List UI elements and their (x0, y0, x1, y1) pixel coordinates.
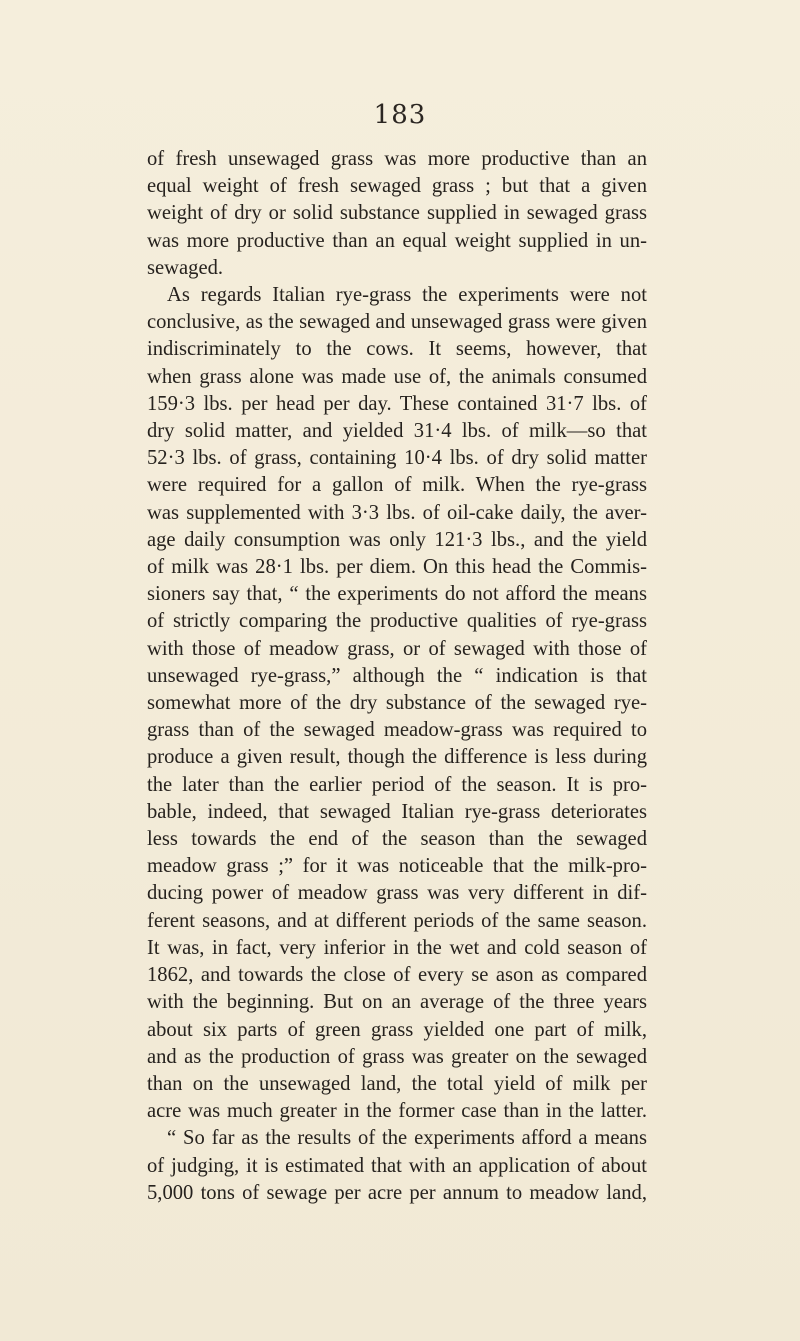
text-line: ducing power of meadow grass was very different in dif- (147, 882, 647, 905)
text-line: 159·3 lbs. per head per day. These contained 31·7 lbs. of (147, 392, 647, 415)
text-line: of strictly comparing the productive qualities of rye-grass (147, 610, 647, 633)
text-line: 5,000 tons of sewage per acre per annum to meadow land, (147, 1181, 647, 1204)
text-line: than on the unsewaged land, the total yield of milk per (147, 1072, 647, 1095)
text-line: were required for a gallon of milk. When the rye-grass (147, 474, 647, 497)
text-line: the later than the earlier period of the season. It is pro- (147, 773, 647, 796)
text-line: of milk was 28·1 lbs. per diem. On this head the Commis- (147, 556, 647, 579)
text-line: when grass alone was made use of, the animals consumed (147, 365, 647, 388)
text-line: was more productive than an equal weight supplied in un- (147, 229, 647, 252)
text-line: 1862, and towards the close of every se ason as compared (147, 964, 647, 987)
text-line: conclusive, as the sewaged and unsewaged grass were given (147, 311, 647, 334)
text-line: meadow grass ;” for it was noticeable that the milk-pro- (147, 855, 647, 878)
text-line: indiscriminately to the cows. It seems, however, that (147, 338, 647, 361)
text-line: sewaged. (147, 256, 224, 279)
text-line: ferent seasons, and at different periods of the same season. (147, 909, 647, 932)
text-line: It was, in fact, very inferior in the wet and cold season of (147, 936, 647, 959)
text-line: produce a given result, though the difference is less during (147, 746, 647, 769)
text-line: with those of meadow grass, or of sewaged with those of (147, 637, 647, 660)
text-line: unsewaged rye-grass,” although the “ indication is that (147, 664, 647, 687)
text-line: weight of dry or solid substance supplied in sewaged grass (147, 202, 647, 225)
text-line: sioners say that, “ the experiments do not afford the means (147, 583, 647, 606)
text-line: of judging, it is estimated that with an application of about (147, 1154, 647, 1177)
text-line: of fresh unsewaged grass was more productive than an (147, 148, 647, 170)
text-line: grass than of the sewaged meadow-grass was required to (147, 719, 647, 742)
text-line: 52·3 lbs. of grass, containing 10·4 lbs. of dry solid matter (147, 447, 647, 470)
text-line: bable, indeed, that sewaged Italian rye-grass deteriorates (147, 800, 647, 823)
text-line: age daily consumption was only 121·3 lbs., and the yield (147, 528, 647, 551)
text-line: with the beginning. But on an average of the three years (147, 991, 647, 1014)
text-line: about six parts of green grass yielded one part of milk, (147, 1018, 647, 1041)
text-line: As regards Italian rye-grass the experiments were not (167, 284, 647, 307)
text-line: “ So far as the results of the experiments afford a means (167, 1127, 647, 1150)
text-line: dry solid matter, and yielded 31·4 lbs. of milk—so that (147, 420, 647, 443)
text-line: equal weight of fresh sewaged grass ; but that a given (147, 175, 647, 198)
text-line: somewhat more of the dry substance of the sewaged rye- (147, 692, 647, 715)
page-number: 183 (373, 100, 427, 130)
text-line: was supplemented with 3·3 lbs. of oil-cake daily, the aver- (147, 501, 647, 524)
text-line: acre was much greater in the former case than in the latter. (147, 1100, 647, 1123)
body-text (147, 146, 647, 1207)
text-line: and as the production of grass was greater on the sewaged (147, 1045, 647, 1068)
text-line: less towards the end of the season than the sewaged (147, 828, 647, 851)
